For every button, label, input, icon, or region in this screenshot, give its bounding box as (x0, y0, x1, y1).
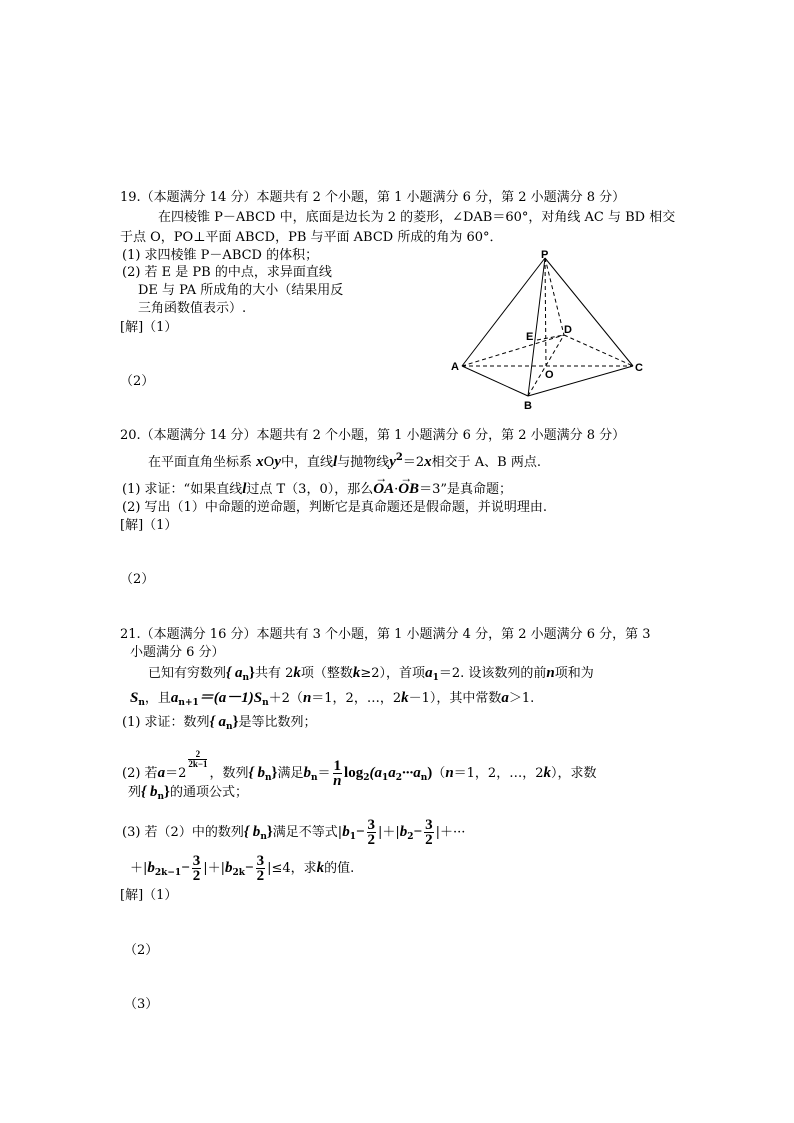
q21-header-line1: 21.（本题满分 16 分）本题共有 3 个小题，第 1 小题满分 4 分，第 2 小题满分 6 分，第 3 (120, 627, 651, 642)
q21-stem-line2: $S_n$，且$a_{n+1}=(a-1)S_n+2(n=1$，2，…，2k－1），其中常数a＞1. (130, 690, 535, 708)
q19-part2-line2: DE 与 PA 所成角的大小（结果用反 (138, 283, 344, 298)
pyramid-figure (440, 250, 650, 415)
q19-part2-line1: (2) 若 E 是 PB 的中点，求异面直线 (122, 265, 332, 280)
height-PO (545, 258, 546, 366)
exponent-fraction: $\frac{2}{2k-1}$ (188, 749, 208, 769)
q21-solution-1: [解]（1） (120, 888, 178, 903)
q21-solution-2: （2） (124, 943, 159, 958)
q19-part1: (1) 求四棱锥 P－ABCD 的体积； (122, 248, 319, 263)
q19-solution-1: [解]（1） (120, 320, 178, 335)
vector-OB: → OB (398, 481, 419, 497)
q19-solution-2: （2） (120, 374, 155, 389)
q20-solution-1: [解]（1） (120, 518, 178, 533)
q21-part2-line1: (2) 若a＝2 $\frac{2}{2k-1}$ ，数列{ $b_n$}满足$b_n=$ $\frac{1}{n}$ $\log_2(a_1a_2\cdot\cdot\cdot a_n)(n=1$，2，…，2k），求数 (122, 749, 597, 789)
edge-PA (462, 258, 545, 366)
q21-part2-line2: 列{ $b_n$}的通项公式； (128, 784, 248, 802)
label-E: E (526, 331, 534, 343)
label-P: P (541, 250, 549, 261)
q19-part2-line3: 三角函数值表示）. (138, 301, 247, 316)
fraction-1-over-n: $\frac{1}{n}$ (333, 758, 342, 789)
q19-header: 19.（本题满分 14 分）本题共有 2 个小题，第 1 小题满分 6 分，第 2 小题满分 8 分） (120, 190, 626, 205)
label-D: D (564, 324, 572, 336)
q20-part1: (1) 求证：“如果直线l过点 T（3，0），那么→ OA·→ OB＝3”是真命题； (122, 481, 512, 498)
q21-part3-line2: $+|b_{2k-1}-$ $\frac{3}{2}$ $|+|b_{2k}-$ $\frac{3}{2}$ |≤4，求k的值. (130, 853, 355, 884)
label-O: O (545, 369, 554, 381)
vector-OA: → OA (373, 481, 394, 497)
q20-part2: (2) 写出（1）中命题的逆命题，判断它是真命题还是假命题，并说明理由. (122, 500, 547, 515)
edge-PB (528, 258, 545, 396)
q20-stem: 在平面直角坐标系 xOy中，直线l与抛物线$y^2=2x$相交于 A、B 两点. (148, 452, 541, 470)
edge-PC (545, 258, 633, 366)
q21-solution-3: （3） (124, 997, 159, 1012)
q21-stem-line1: 已知有穷数列{ $a_n$}共有 2k项（整数k≥2），首项$a_1=2$. 设该数列的前n项和为 (148, 665, 594, 683)
label-B: B (524, 400, 532, 412)
q21-part3-line1: (3) 若（2）中的数列{ $b_n$}满足不等式$|b_1-$ $\frac{3}{2}$ $|+|b_2-$ $\frac{3}{2}$ |＋··· (122, 817, 466, 848)
edge-DC (564, 335, 633, 366)
edge-AB (462, 366, 528, 396)
q20-solution-2: （2） (120, 572, 155, 587)
label-C: C (635, 362, 643, 374)
q20-header: 20.（本题满分 14 分）本题共有 2 个小题，第 1 小题满分 6 分，第 2 小题满分 8 分） (120, 428, 626, 443)
q21-header-line2: 小题满分 6 分） (130, 645, 225, 660)
label-A: A (451, 361, 459, 373)
edge-BC (528, 366, 633, 396)
q19-stem-line2: 于点 O，PO⊥平面 ABCD，PB 与平面 ABCD 所成的角为 60°． (120, 230, 503, 245)
q19-stem-line1: 在四棱锥 P－ABCD 中，底面是边长为 2 的菱形，∠DAB＝60°，对角线 AC 与 BD 相交 (158, 210, 676, 225)
q21-part1: (1) 求证：数列{ $a_n$}是等比数列； (122, 714, 317, 732)
edge-AD (462, 335, 564, 366)
